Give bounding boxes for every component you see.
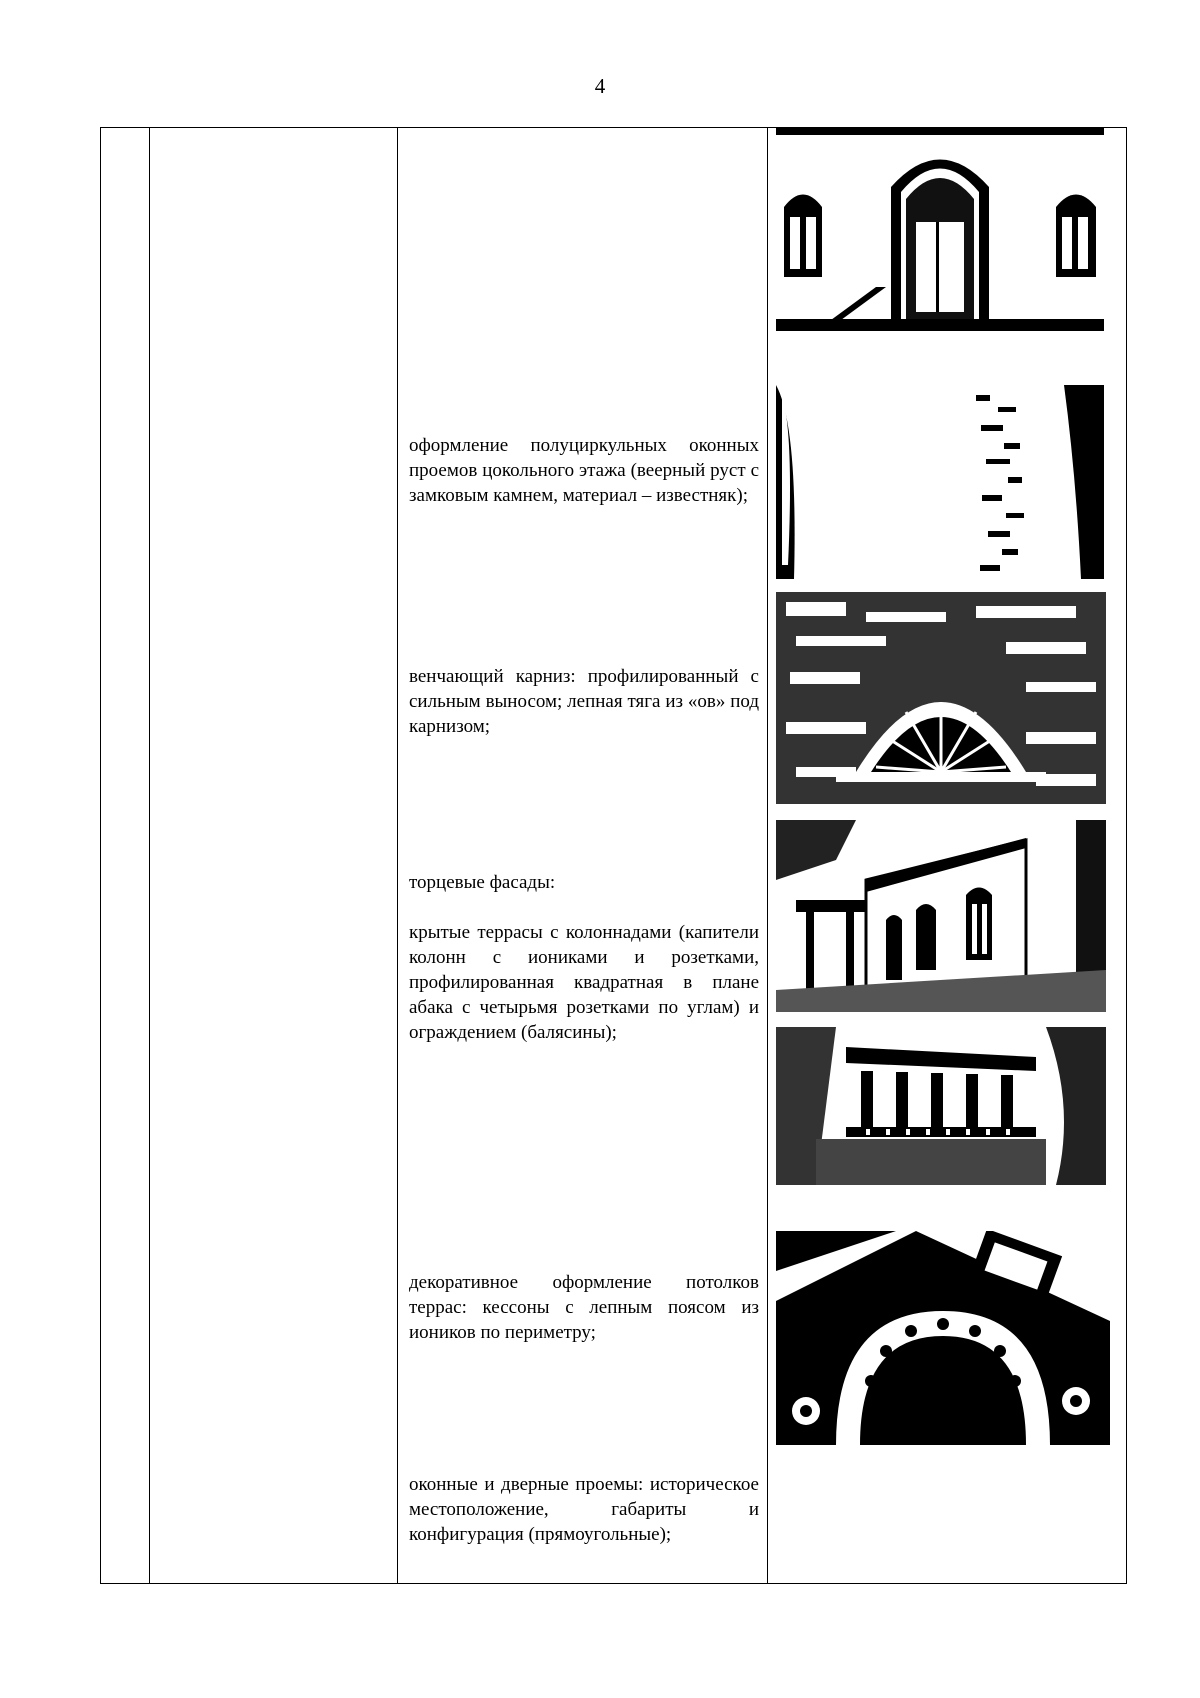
entry-windows-basement [409, 433, 759, 508]
entry-text: декоративное оформление потолков террас: кессоны с лепным поясом из иоников по периметру; [409, 1272, 759, 1343]
entry-cornice [409, 664, 759, 739]
page-number: 4 [594, 74, 606, 98]
entry-text: оформление полуциркульных оконных проемов цокольного этажа (веерный руст с замковым камнем, материал – известняк); [409, 435, 759, 506]
entry-text: крытые террасы с колоннадами (капители колонн с иониками и розетками, профилированная квадратная в плане абака с четырьмя розетками по углам) и ограждением (балясины); [409, 922, 759, 1043]
column-divider-1 [149, 128, 150, 1583]
colonnade-terrace-photo [776, 1027, 1106, 1185]
entry-end-facades [409, 870, 759, 1045]
coffered-ceiling-photo [776, 1231, 1110, 1445]
fan-window-photo [776, 592, 1106, 804]
entry-text: оконные и дверные проемы: историческое местоположение, габариты и конфигурация (прямоугольные); [409, 1474, 759, 1545]
section-heading: торцевые фасады: [409, 872, 556, 893]
entry-text: венчающий карниз: профилированный с сильным выносом; лепная тяга из «ов» под карнизом; [409, 666, 759, 737]
column-divider-2 [397, 128, 398, 1583]
entry-ceilings [409, 1270, 759, 1345]
end-facade-photo [776, 820, 1106, 1012]
column-divider-3 [767, 128, 768, 1583]
rustication-photo [776, 385, 1104, 579]
arched-entrance-photo [776, 127, 1104, 331]
entry-openings [409, 1472, 759, 1547]
